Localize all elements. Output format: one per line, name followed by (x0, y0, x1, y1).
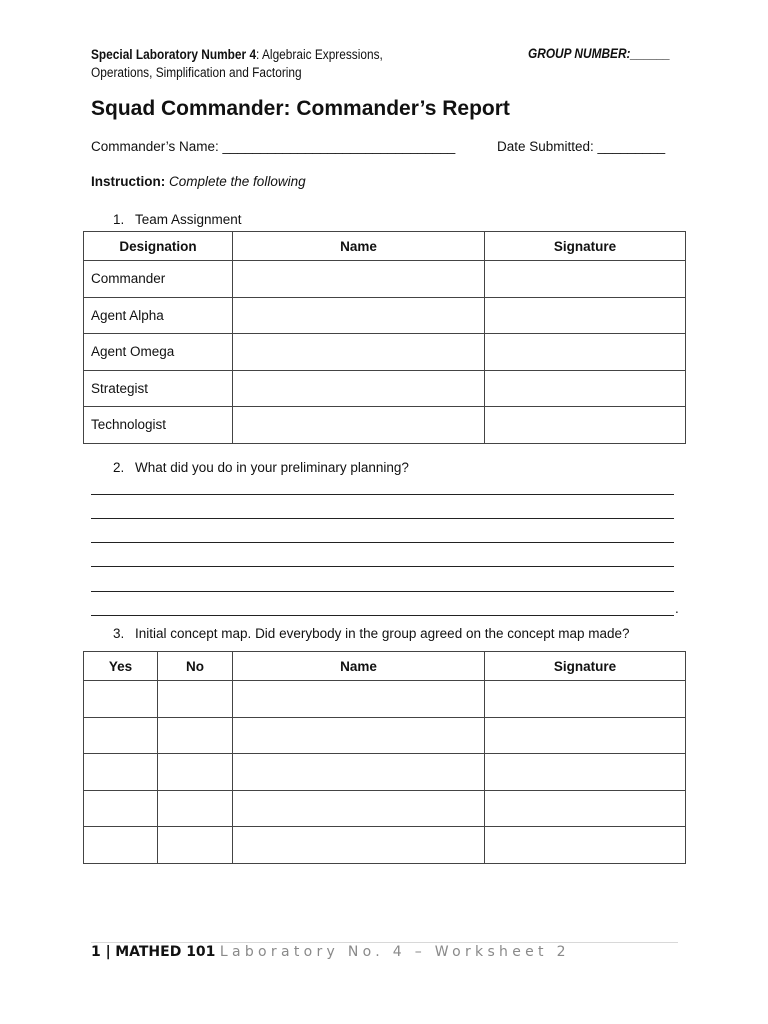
signature-cell[interactable] (485, 261, 686, 298)
course-code: MATHED 101 (115, 944, 216, 960)
column-header-no: No (158, 652, 233, 681)
answer-line[interactable] (91, 542, 674, 543)
name-cell[interactable] (233, 717, 485, 754)
name-cell[interactable] (233, 370, 485, 407)
no-cell[interactable] (158, 717, 233, 754)
page-number: 1 | (91, 944, 111, 960)
name-cell[interactable] (233, 261, 485, 298)
column-header-name: Name (233, 232, 485, 261)
table-row (84, 790, 686, 827)
lab-header (91, 46, 443, 82)
yes-cell[interactable] (84, 827, 158, 864)
designation-cell: Agent Alpha (84, 297, 233, 334)
concept-map-agreement-table (83, 651, 686, 864)
table-header-row (84, 652, 686, 681)
no-cell[interactable] (158, 827, 233, 864)
answer-line[interactable] (91, 591, 674, 592)
answer-end-period: . (675, 601, 679, 616)
question-2-number: 2. (113, 460, 125, 475)
table-row (84, 370, 686, 407)
question-3-number: 3. (113, 626, 125, 641)
question-1 (113, 212, 242, 227)
designation-cell: Strategist (84, 370, 233, 407)
column-header-signature: Signature (485, 232, 686, 261)
question-1-number: 1. (113, 212, 125, 227)
no-cell[interactable] (158, 681, 233, 718)
name-cell[interactable] (233, 334, 485, 371)
page-title: Squad Commander: Commander’s Report (91, 97, 510, 120)
instruction-text: Complete the following (169, 174, 306, 189)
question-2-text: What did you do in your preliminary planning? (135, 460, 409, 475)
designation-cell: Agent Omega (84, 334, 233, 371)
column-header-yes: Yes (84, 652, 158, 681)
signature-cell[interactable] (485, 827, 686, 864)
answer-line[interactable] (91, 615, 674, 616)
answer-line[interactable] (91, 566, 674, 567)
no-cell[interactable] (158, 754, 233, 791)
yes-cell[interactable] (84, 717, 158, 754)
signature-cell[interactable] (485, 754, 686, 791)
name-cell[interactable] (233, 297, 485, 334)
commander-name-field: Commander’s Name: _______________________________ (91, 139, 456, 154)
lab-topic: : Algebraic Expressions, Operations, Simplification and Factoring (91, 47, 383, 80)
team-assignment-table (83, 231, 686, 444)
no-cell[interactable] (158, 790, 233, 827)
table-row (84, 827, 686, 864)
instruction (91, 174, 306, 189)
worksheet-label: Laboratory No. 4 – Worksheet 2 (219, 944, 570, 960)
table-header-row (84, 232, 686, 261)
instruction-label: Instruction: (91, 174, 166, 189)
signature-cell[interactable] (485, 681, 686, 718)
yes-cell[interactable] (84, 754, 158, 791)
date-submitted-field: Date Submitted: _________ (497, 139, 666, 154)
table-row (84, 681, 686, 718)
answer-line[interactable] (91, 518, 674, 519)
table-row (84, 407, 686, 444)
lab-number-label: Special Laboratory Number 4 (91, 47, 257, 62)
name-cell[interactable] (233, 681, 485, 718)
table-row (84, 261, 686, 298)
table-row (84, 754, 686, 791)
designation-cell: Technologist (84, 407, 233, 444)
question-2 (113, 460, 409, 475)
question-1-text: Team Assignment (135, 212, 242, 227)
signature-cell[interactable] (485, 297, 686, 334)
signature-cell[interactable] (485, 370, 686, 407)
yes-cell[interactable] (84, 681, 158, 718)
table-row (84, 717, 686, 754)
answer-line[interactable] (91, 494, 674, 495)
name-cell[interactable] (233, 754, 485, 791)
signature-cell[interactable] (485, 717, 686, 754)
column-header-name: Name (233, 652, 485, 681)
designation-cell: Commander (84, 261, 233, 298)
column-header-signature: Signature (485, 652, 686, 681)
name-cell[interactable] (233, 790, 485, 827)
name-cell[interactable] (233, 407, 485, 444)
footer-divider (91, 942, 678, 943)
yes-cell[interactable] (84, 790, 158, 827)
question-3 (113, 626, 630, 641)
signature-cell[interactable] (485, 334, 686, 371)
signature-cell[interactable] (485, 407, 686, 444)
signature-cell[interactable] (485, 790, 686, 827)
table-row (84, 334, 686, 371)
question-3-text: Initial concept map. Did everybody in the group agreed on the concept map made? (135, 626, 630, 641)
name-cell[interactable] (233, 827, 485, 864)
table-row (84, 297, 686, 334)
group-number-field: GROUP NUMBER:______ (528, 46, 671, 61)
column-header-designation: Designation (84, 232, 233, 261)
page-footer (91, 944, 570, 960)
